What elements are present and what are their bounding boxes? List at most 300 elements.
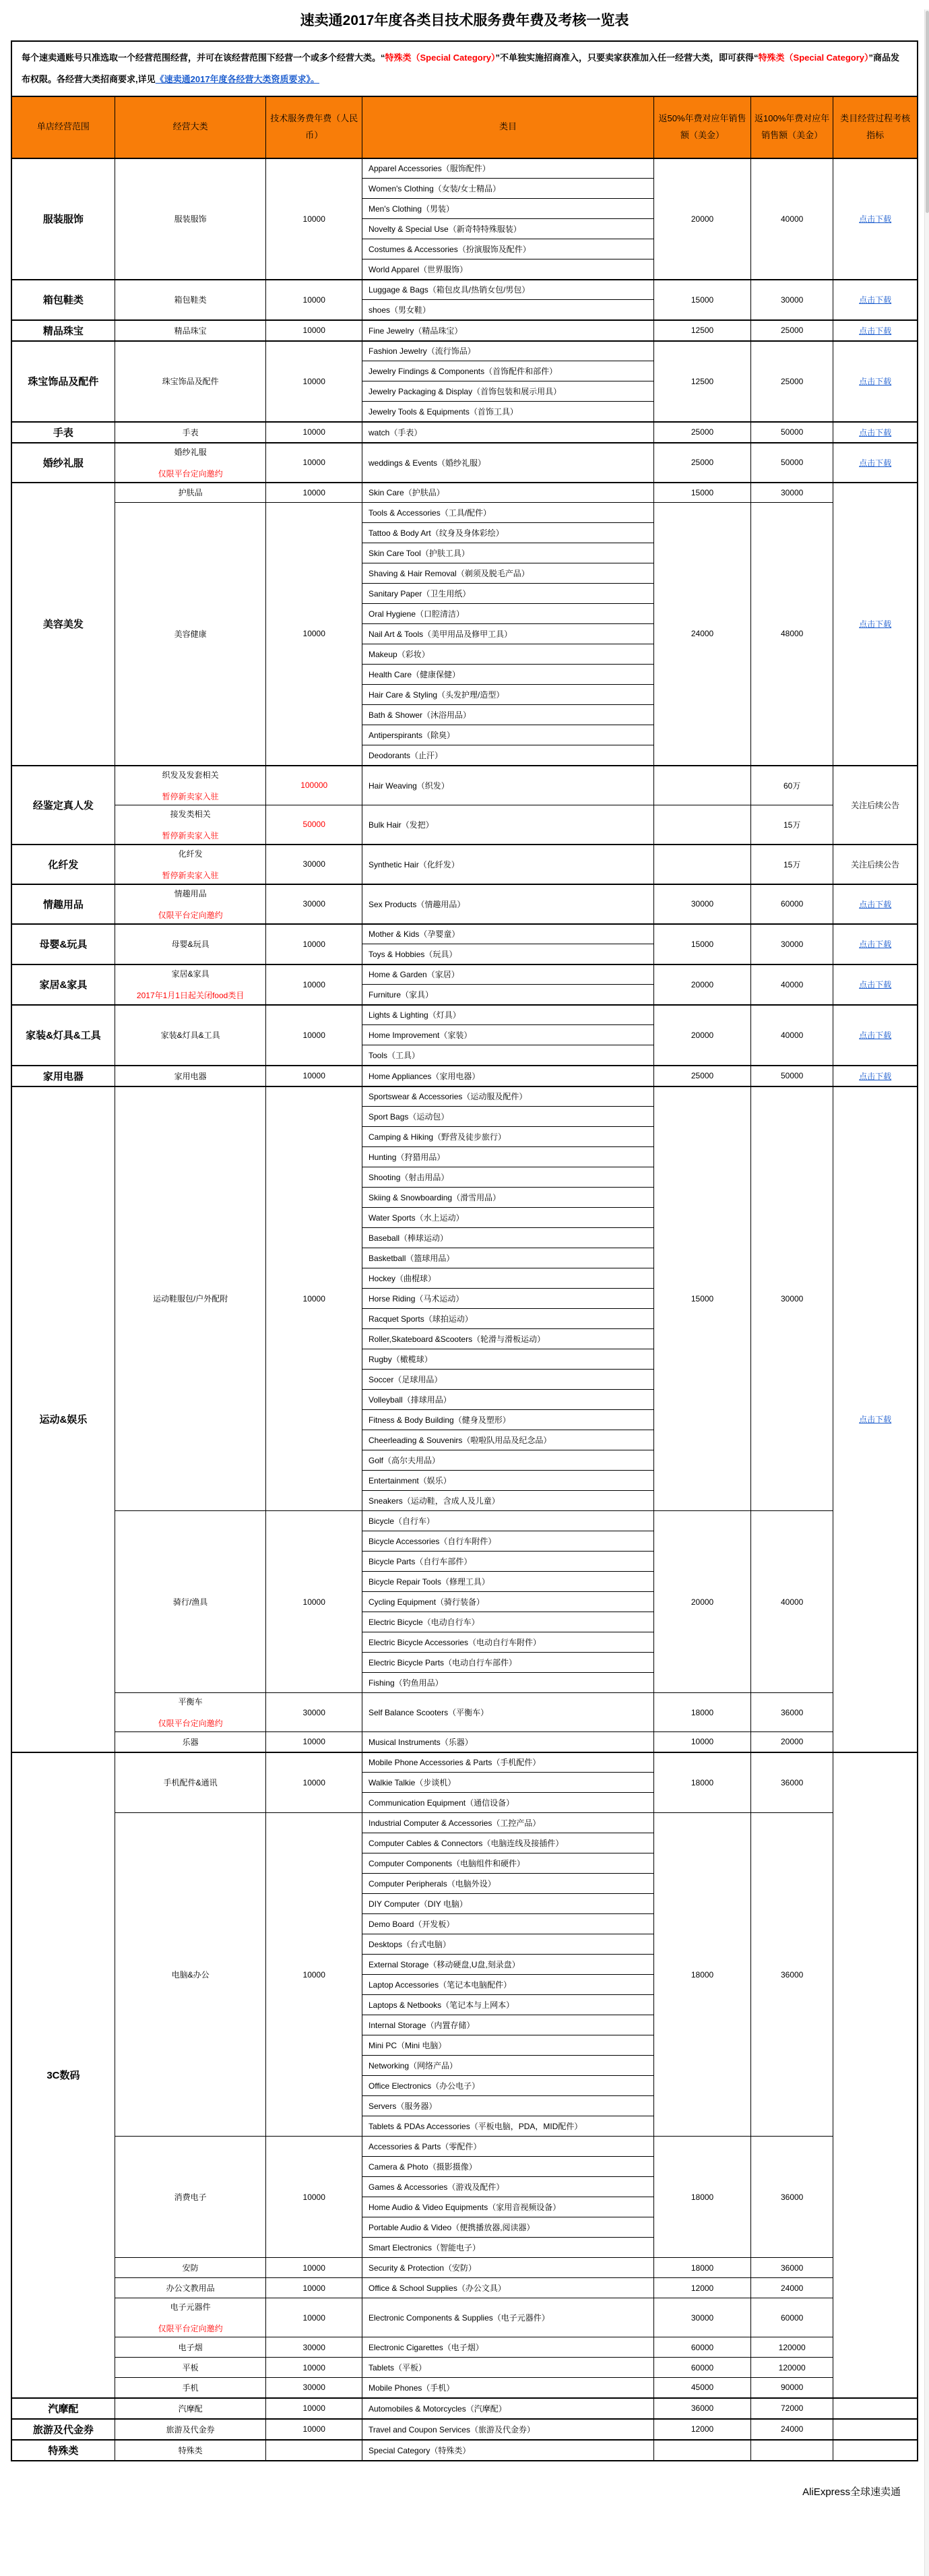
fee-cell: 10000 — [266, 1086, 362, 1511]
category-cell: Musical Instruments（乐器） — [362, 1732, 654, 1752]
category-cell: Home & Garden（家居） — [362, 964, 654, 985]
content-area — [0, 9, 929, 2513]
group-name: 电子元器件 — [170, 2302, 211, 2312]
fee-cell: 10000 — [266, 341, 362, 422]
group-name: 特殊类 — [178, 2445, 203, 2455]
group-cell — [115, 280, 266, 320]
group-name: 服装服饰 — [174, 214, 207, 224]
category-cell: Tablets（平板） — [362, 2358, 654, 2378]
category-cell: Internal Storage（内置存储） — [362, 2015, 654, 2035]
scope-cell: 运动&娱乐 — [11, 1086, 115, 1752]
group-cell — [115, 2358, 266, 2378]
table-row — [11, 1752, 918, 1773]
group-cell — [115, 1752, 266, 1813]
refund50-cell: 12500 — [654, 320, 751, 341]
category-cell: Health Care（健康保健） — [362, 665, 654, 685]
fee-cell: 10000 — [266, 2419, 362, 2440]
fee-cell: 10000 — [266, 1511, 362, 1693]
category-cell: Lights & Lighting（灯具） — [362, 1005, 654, 1025]
group-cell — [115, 2419, 266, 2440]
category-cell: Mini PC（Mini 电脑） — [362, 2035, 654, 2056]
group-name: 母婴&玩具 — [171, 940, 210, 950]
refund100-cell: 36000 — [750, 1813, 833, 2137]
category-cell: Electric Bicycle Accessories（电动自行车附件） — [362, 1632, 654, 1653]
fee-cell: 10000 — [266, 2258, 362, 2278]
table-row — [11, 2440, 918, 2461]
group-cell — [115, 2398, 266, 2419]
category-cell: Bicycle Parts（自行车部件） — [362, 1552, 654, 1572]
category-cell: Furniture（家具） — [362, 985, 654, 1005]
assessment-cell — [833, 1752, 918, 2398]
category-cell: Jewelry Packaging & Display（首饰包装和展示用具） — [362, 381, 654, 402]
assessment-cell — [833, 320, 918, 341]
group-cell — [115, 1086, 266, 1511]
category-cell: Horse Riding（马术运动） — [362, 1289, 654, 1309]
refund50-cell: 15000 — [654, 924, 751, 964]
category-cell: Home Appliances（家用电器） — [362, 1066, 654, 1086]
group-cell — [115, 884, 266, 924]
group-cell — [115, 1732, 266, 1752]
group-cell — [115, 2298, 266, 2337]
table-row — [11, 503, 918, 523]
group-name: 婚纱礼服 — [174, 447, 207, 457]
group-restriction-note: 仅限平台定向邀约 — [158, 468, 223, 479]
group-cell — [115, 443, 266, 483]
refund50-cell: 60000 — [654, 2358, 751, 2378]
assessment-cell — [833, 845, 918, 884]
category-cell: Computer Cables & Connectors（电脑连线及接插件） — [362, 1833, 654, 1853]
table-row — [11, 320, 918, 341]
group-cell — [115, 341, 266, 422]
fee-cell: 10000 — [266, 1752, 362, 1813]
download-link[interactable]: 点击下载 — [859, 427, 892, 437]
category-cell: Camping & Hiking（野营及徒步旅行） — [362, 1127, 654, 1147]
category-cell: Hair Weaving（织发） — [362, 766, 654, 805]
refund100-cell — [750, 2440, 833, 2461]
group-name: 电脑&办公 — [171, 1970, 210, 1980]
group-restriction-note: 仅限平台定向邀约 — [158, 1719, 223, 1729]
refund100-cell: 24000 — [750, 2278, 833, 2298]
table-row — [11, 483, 918, 503]
category-cell: External Storage（移动硬盘,U盘,刻录盘） — [362, 1955, 654, 1975]
group-cell — [115, 2337, 266, 2358]
category-cell: Portable Audio & Video（便携播放器,阅读器） — [362, 2217, 654, 2238]
refund50-cell: 15000 — [654, 280, 751, 320]
notice-text: ”商品发布权限。各经营大类招商要求,详见 — [22, 53, 900, 84]
group-cell — [115, 2378, 266, 2398]
refund50-cell: 18000 — [654, 1813, 751, 2137]
refund100-cell: 25000 — [750, 320, 833, 341]
group-name: 化纤发 — [178, 849, 203, 859]
header-major-category: 经营大类 — [115, 96, 266, 158]
group-cell — [115, 2278, 266, 2298]
group-cell — [115, 2258, 266, 2278]
category-cell: Communication Equipment（通信设备） — [362, 1793, 654, 1813]
refund100-cell: 30000 — [750, 483, 833, 503]
download-link[interactable]: 点击下载 — [859, 619, 892, 630]
refund100-cell: 120000 — [750, 2337, 833, 2358]
category-cell: Water Sports（水上运动） — [362, 1208, 654, 1228]
category-cell: Skiing & Snowboarding（滑雪用品） — [362, 1188, 654, 1208]
category-cell: Fine Jewelry（精品珠宝） — [362, 320, 654, 341]
refund100-cell: 30000 — [750, 280, 833, 320]
category-cell: Travel and Coupon Services（旅游及代金券） — [362, 2419, 654, 2440]
table-row — [11, 766, 918, 805]
assessment-cell — [833, 158, 918, 280]
assessment-cell — [833, 2440, 918, 2461]
category-cell: Home Audio & Video Equipments（家用音视频设备） — [362, 2197, 654, 2217]
group-name: 办公文教用品 — [166, 2283, 215, 2294]
scope-cell: 精品珠宝 — [11, 320, 115, 341]
fee-cell: 30000 — [266, 2337, 362, 2358]
category-cell: Golf（高尔夫用品） — [362, 1450, 654, 1471]
table-row — [11, 845, 918, 884]
fee-cell: 30000 — [266, 884, 362, 924]
fee-cell: 30000 — [266, 845, 362, 884]
refund100-cell: 36000 — [750, 2137, 833, 2258]
group-cell — [115, 964, 266, 1005]
refund50-cell: 60000 — [654, 2337, 751, 2358]
assessment-cell — [833, 766, 918, 845]
table-row — [11, 443, 918, 483]
group-cell — [115, 1066, 266, 1086]
table-row — [11, 1813, 918, 1833]
category-cell: Fashion Jewelry（流行饰品） — [362, 341, 654, 361]
scope-cell: 化纤发 — [11, 845, 115, 884]
fee-table-header — [11, 96, 918, 158]
group-cell — [115, 845, 266, 884]
refund100-cell: 120000 — [750, 2358, 833, 2378]
fee-cell: 10000 — [266, 320, 362, 341]
refund100-cell: 20000 — [750, 1732, 833, 1752]
group-cell — [115, 1005, 266, 1066]
assessment-cell — [833, 1005, 918, 1066]
fee-cell: 10000 — [266, 2278, 362, 2298]
refund50-cell: 20000 — [654, 1005, 751, 1066]
table-row — [11, 2137, 918, 2157]
group-cell — [115, 2137, 266, 2258]
group-name: 安防 — [182, 2263, 199, 2273]
table-row — [11, 2358, 918, 2378]
refund100-cell: 30000 — [750, 1086, 833, 1511]
category-cell: Apparel Accessories（服饰配件） — [362, 158, 654, 179]
group-name: 消费电子 — [174, 2192, 207, 2203]
group-name: 织发及发套相关 — [162, 770, 219, 780]
category-cell: Bicycle（自行车） — [362, 1511, 654, 1531]
header-assessment: 类目经营过程考核指标 — [833, 96, 918, 158]
category-cell: Tools & Accessories（工具/配件） — [362, 503, 654, 523]
notice-text: 每个速卖通账号只准选取一个经营范围经营，并可在该经营范围下经营一个或多个经营大类。“ — [22, 53, 385, 63]
category-cell: Smart Electronics（智能电子） — [362, 2238, 654, 2258]
category-cell: Deodorants（止汗） — [362, 745, 654, 766]
footer-brand: AliExpress全球速卖通 — [802, 2486, 901, 2498]
table-row — [11, 2378, 918, 2398]
group-name: 护肤品 — [178, 488, 203, 498]
refund100-cell: 50000 — [750, 443, 833, 483]
category-cell: Walkie Talkie（步谈机） — [362, 1773, 654, 1793]
category-cell: Laptop Accessories（笔记本电脑配件） — [362, 1975, 654, 1995]
scrollbar-track[interactable] — [924, 9, 929, 2576]
category-cell: Basketball（篮球用品） — [362, 1248, 654, 1268]
table-row — [11, 280, 918, 300]
category-cell: Camera & Photo（摄影摄像） — [362, 2157, 654, 2177]
group-restriction-note: 暂停新卖家入驻 — [162, 791, 219, 801]
group-name: 平板 — [182, 2363, 199, 2373]
table-row — [11, 1066, 918, 1086]
category-cell: Home Improvement（家装） — [362, 1025, 654, 1045]
category-cell: Jewelry Tools & Equipments（首饰工具） — [362, 402, 654, 422]
refund100-cell: 48000 — [750, 503, 833, 766]
fee-cell: 50000 — [266, 805, 362, 845]
category-cell: Fitness & Body Building（健身及塑形） — [362, 1410, 654, 1430]
refund50-cell — [654, 805, 751, 845]
category-cell: Sex Products（情趣用品） — [362, 884, 654, 924]
refund100-cell: 90000 — [750, 2378, 833, 2398]
category-cell: Office Electronics（办公电子） — [362, 2076, 654, 2096]
assessment-cell — [833, 280, 918, 320]
scope-cell: 家装&灯具&工具 — [11, 1005, 115, 1066]
scope-cell: 美容美发 — [11, 483, 115, 766]
scope-cell: 旅游及代金券 — [11, 2419, 115, 2440]
category-cell: Luggage & Bags（箱包皮具/热销女包/男包） — [362, 280, 654, 300]
category-cell: Computer Peripherals（电脑外设） — [362, 1874, 654, 1894]
category-cell: Volleyball（排球用品） — [362, 1390, 654, 1410]
category-cell: Sanitary Paper（卫生用纸） — [362, 584, 654, 604]
refund100-cell: 40000 — [750, 158, 833, 280]
group-name: 美容健康 — [174, 629, 207, 639]
category-cell: Sportswear & Accessories（运动服及配件） — [362, 1086, 654, 1107]
header-refund-100: 返100%年费对应年销售额（美金） — [750, 96, 833, 158]
download-link[interactable]: 点击下载 — [859, 458, 892, 468]
category-cell: Electronic Cigarettes（电子烟） — [362, 2337, 654, 2358]
table-row — [11, 924, 918, 944]
refund100-cell: 36000 — [750, 1693, 833, 1732]
download-link[interactable]: 点击下载 — [859, 980, 892, 990]
refund100-cell: 15万 — [750, 845, 833, 884]
category-cell: Laptops & Netbooks（笔记本与上网本） — [362, 1995, 654, 2015]
table-row — [11, 2278, 918, 2298]
refund50-cell: 12000 — [654, 2419, 751, 2440]
scope-cell: 家用电器 — [11, 1066, 115, 1086]
category-cell: Men's Clothing（男装） — [362, 199, 654, 219]
table-row — [11, 2258, 918, 2278]
group-restriction-note: 仅限平台定向邀约 — [158, 2324, 223, 2334]
category-cell: Desktops（台式电脑） — [362, 1934, 654, 1955]
refund50-cell: 10000 — [654, 1732, 751, 1752]
group-name: 电子烟 — [178, 2343, 203, 2353]
group-name: 精品珠宝 — [174, 326, 207, 336]
category-cell: Women's Clothing（女装/女士精品） — [362, 179, 654, 199]
page — [0, 9, 929, 2576]
category-cell: Skin Care（护肤品） — [362, 483, 654, 503]
refund50-cell: 18000 — [654, 1752, 751, 1813]
category-cell: Special Category（特殊类） — [362, 2440, 654, 2461]
download-link[interactable]: 点击下载 — [859, 326, 892, 336]
table-row — [11, 964, 918, 985]
category-cell: Shooting（射击用品） — [362, 1167, 654, 1188]
scope-cell: 3C数码 — [11, 1752, 115, 2398]
group-name: 接发类相关 — [170, 809, 211, 819]
group-cell — [115, 422, 266, 443]
category-cell: Oral Hygiene（口腔清洁） — [362, 604, 654, 624]
refund50-cell: 45000 — [654, 2378, 751, 2398]
category-cell: Automobiles & Motorcycles（汽摩配） — [362, 2398, 654, 2419]
category-cell: DIY Computer（DIY 电脑） — [362, 1894, 654, 1914]
category-cell: Cycling Equipment（骑行装备） — [362, 1592, 654, 1612]
special-category-highlight: 特殊类（Special Category） — [758, 53, 869, 63]
category-cell: Novelty & Special Use（新奇特特殊服装） — [362, 219, 654, 239]
category-cell: Servers（服务器） — [362, 2096, 654, 2116]
refund100-cell: 36000 — [750, 1752, 833, 1813]
scrollbar-thumb[interactable] — [926, 11, 929, 213]
table-row — [11, 422, 918, 443]
refund50-cell: 15000 — [654, 1086, 751, 1511]
download-link[interactable]: 点击下载 — [859, 1071, 892, 1081]
fee-table — [11, 96, 918, 2461]
refund100-cell: 60000 — [750, 2298, 833, 2337]
refund50-cell: 20000 — [654, 1511, 751, 1693]
group-cell — [115, 320, 266, 341]
refund100-cell: 15万 — [750, 805, 833, 845]
fee-cell: 10000 — [266, 280, 362, 320]
download-link[interactable]: 点击下载 — [859, 899, 892, 909]
fee-cell: 10000 — [266, 1005, 362, 1066]
category-cell: Fishing（钓鱼用品） — [362, 1673, 654, 1693]
category-cell: Soccer（足球用品） — [362, 1370, 654, 1390]
refund50-cell: 30000 — [654, 884, 751, 924]
fee-cell: 10000 — [266, 158, 362, 280]
fee-cell: 10000 — [266, 964, 362, 1005]
refund50-cell: 30000 — [654, 2298, 751, 2337]
page-title: 速卖通2017年度各类目技术服务费年费及考核一览表 — [300, 13, 629, 28]
group-name: 家用电器 — [174, 1071, 207, 1081]
group-cell — [115, 1693, 266, 1732]
fee-cell: 10000 — [266, 1066, 362, 1086]
download-link[interactable]: 点击下载 — [859, 377, 892, 387]
assessment-cell — [833, 1086, 918, 1752]
download-link[interactable]: 点击下载 — [859, 295, 892, 305]
scope-cell: 汽摩配 — [11, 2398, 115, 2419]
group-cell — [115, 158, 266, 280]
group-cell — [115, 483, 266, 503]
fee-cell: 10000 — [266, 2358, 362, 2378]
category-cell: Networking（网络产品） — [362, 2056, 654, 2076]
table-row — [11, 1005, 918, 1025]
category-cell: Demo Board（开发板） — [362, 1914, 654, 1934]
refund50-cell: 25000 — [654, 1066, 751, 1086]
refund100-cell: 50000 — [750, 422, 833, 443]
refund50-cell: 12000 — [654, 2278, 751, 2298]
category-cell: Hockey（曲棍球） — [362, 1268, 654, 1289]
download-link[interactable]: 点击下载 — [859, 940, 892, 950]
category-cell: Nail Art & Tools（美甲用品及修甲工具） — [362, 624, 654, 644]
category-cell: Tablets & PDAs Accessories（平板电脑，PDA，MID配件） — [362, 2116, 654, 2137]
assessment-cell — [833, 2419, 918, 2440]
scope-cell: 服装服饰 — [11, 158, 115, 280]
download-link[interactable]: 点击下载 — [859, 214, 892, 224]
refund100-cell: 50000 — [750, 1066, 833, 1086]
refund100-cell: 40000 — [750, 1511, 833, 1693]
category-cell: Electric Bicycle（电动自行车） — [362, 1612, 654, 1632]
category-cell: Antiperspirants（除臭） — [362, 725, 654, 745]
fee-cell: 30000 — [266, 1693, 362, 1732]
table-row — [11, 341, 918, 361]
refund50-cell: 20000 — [654, 158, 751, 280]
group-restriction-note: 仅限平台定向邀约 — [158, 910, 223, 920]
refund100-cell: 36000 — [750, 2258, 833, 2278]
category-cell: Toys & Hobbies（玩具） — [362, 944, 654, 964]
download-link[interactable]: 点击下载 — [859, 1415, 892, 1425]
fee-cell: 10000 — [266, 503, 362, 766]
fee-cell: 10000 — [266, 2298, 362, 2337]
notice-text: ”不单独实施招商准入，只要卖家获准加入任一经营大类，即可获得“ — [495, 53, 759, 63]
table-row — [11, 1732, 918, 1752]
category-cell: Skin Care Tool（护肤工具） — [362, 543, 654, 563]
refund100-cell: 60000 — [750, 884, 833, 924]
scope-cell: 母婴&玩具 — [11, 924, 115, 964]
category-cell: Baseball（棒球运动） — [362, 1228, 654, 1248]
download-link[interactable]: 点击下载 — [859, 1031, 892, 1041]
refund100-cell: 25000 — [750, 341, 833, 422]
header-annual-fee: 技术服务费年费（人民币） — [266, 96, 362, 158]
scope-cell: 情趣用品 — [11, 884, 115, 924]
category-cell: Shaving & Hair Removal（剃须及脱毛产品） — [362, 563, 654, 584]
group-name: 平衡车 — [178, 1697, 203, 1707]
refund100-cell: 60万 — [750, 766, 833, 805]
category-cell: Mother & Kids（孕婴童） — [362, 924, 654, 944]
category-cell: Roller,Skateboard &Scooters（轮滑与滑板运动） — [362, 1329, 654, 1349]
scope-cell: 手表 — [11, 422, 115, 443]
category-cell: watch（手表） — [362, 422, 654, 443]
group-name: 家装&灯具&工具 — [160, 1031, 220, 1041]
table-row — [11, 805, 918, 845]
table-row — [11, 1086, 918, 1107]
group-cell — [115, 503, 266, 766]
group-cell — [115, 1511, 266, 1693]
category-cell: weddings & Events（婚纱礼服） — [362, 443, 654, 483]
category-cell: Tools（工具） — [362, 1045, 654, 1066]
refund50-cell: 25000 — [654, 443, 751, 483]
category-cell: shoes（男女鞋） — [362, 300, 654, 320]
table-row — [11, 884, 918, 924]
refund100-cell: 40000 — [750, 964, 833, 1005]
group-name: 箱包鞋类 — [174, 295, 207, 305]
refund50-cell: 18000 — [654, 2258, 751, 2278]
refund50-cell — [654, 2440, 751, 2461]
assessment-note: 关注后续公告 — [851, 800, 900, 810]
category-cell: Games & Accessories（游戏及配件） — [362, 2177, 654, 2197]
refund100-cell: 30000 — [750, 924, 833, 964]
refund50-cell: 18000 — [654, 1693, 751, 1732]
assessment-cell — [833, 443, 918, 483]
category-cell: World Apparel（世界服饰） — [362, 259, 654, 280]
requirements-link[interactable]: 《速卖通2017年度各经营大类资质要求》。 — [155, 73, 320, 84]
refund50-cell: 24000 — [654, 503, 751, 766]
assessment-cell — [833, 884, 918, 924]
table-row — [11, 2419, 918, 2440]
group-name: 运动鞋服包/户外配附 — [152, 1294, 228, 1304]
assessment-cell — [833, 2398, 918, 2419]
fee-cell: 10000 — [266, 2137, 362, 2258]
group-name: 情趣用品 — [174, 888, 207, 898]
fee-cell: 10000 — [266, 924, 362, 964]
category-cell: Office & School Supplies（办公文具） — [362, 2278, 654, 2298]
table-row — [11, 2337, 918, 2358]
group-restriction-note: 暂停新卖家入驻 — [162, 830, 219, 840]
special-category-highlight: 特殊类（Special Category） — [385, 53, 496, 63]
fee-cell: 30000 — [266, 2378, 362, 2398]
fee-cell: 10000 — [266, 483, 362, 503]
